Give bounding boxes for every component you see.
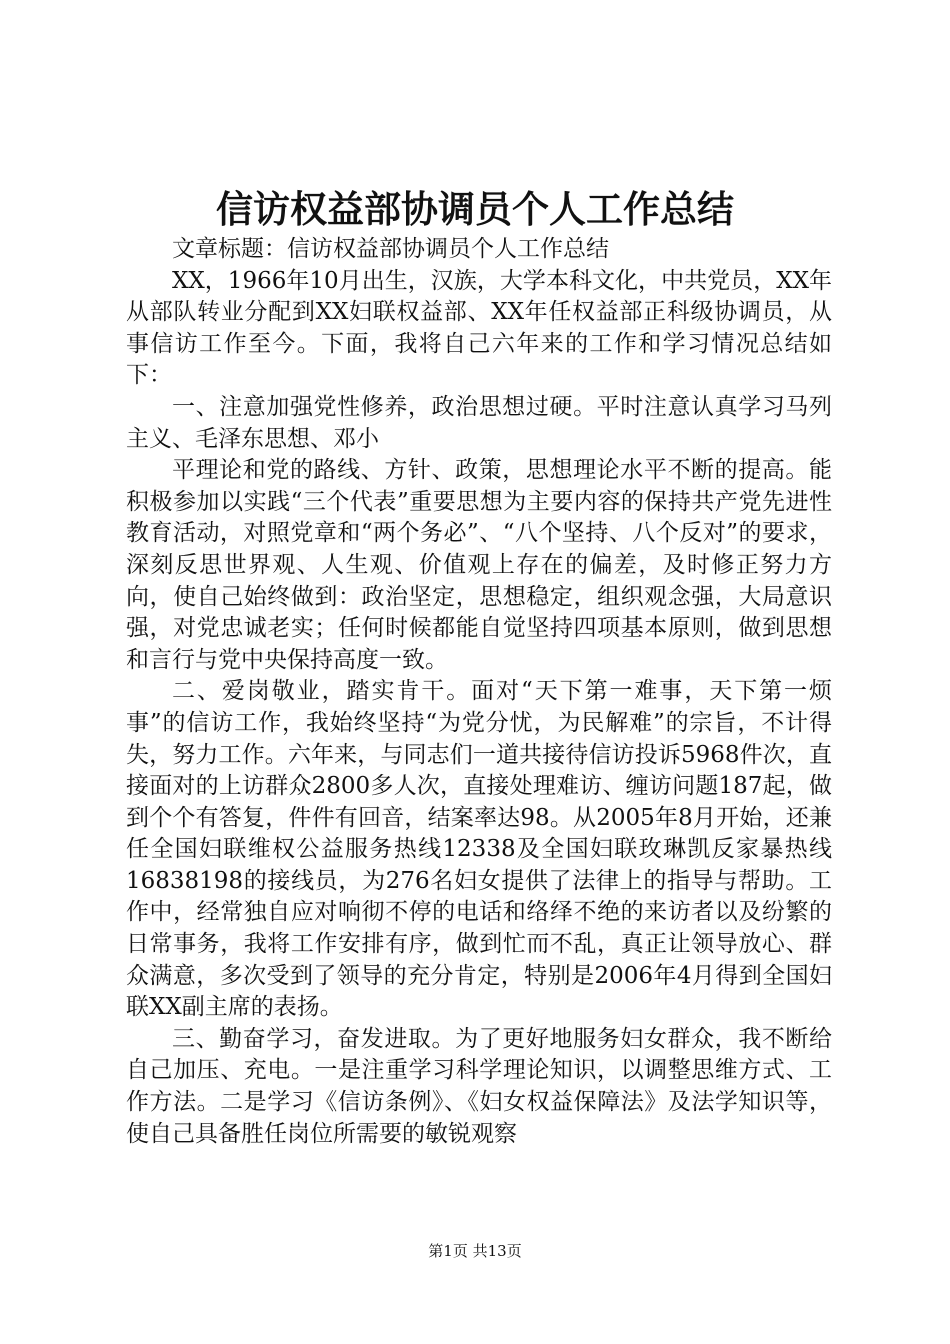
document-title: 信访权益部协调员个人工作总结 (216, 187, 734, 231)
page-footer: 第1页 共13页 (428, 1242, 522, 1260)
paragraph-intro: XX，1966年10月出生，汉族，大学本科文化，中共党员，XX年从部队转业分配到XX妇联权益部、XX年任权益部正科级协调员，从事信访工作至今。下面，我将自己六年来的工作和学习情况总结如下： (126, 267, 832, 389)
paragraph-section-three: 三、勤奋学习，奋发进取。为了更好地服务妇女群众，我不断给自己加压、充电。一是注重学习科学理论知识，以调整思维方式、工作方法。二是学习《信访条例》、《妇女权益保障法》及法学知识等，使自己具备胜任岗位所需要的敏锐观察 (126, 1025, 832, 1147)
paragraph-section-two: 二、爱岗敬业，踏实肯干。面对“天下第一难事，天下第一烦事”的信访工作，我始终坚持“为党分忧，为民解难”的宗旨，不计得失，努力工作。六年来，与同志们一道共接待信访投诉5968件次，直接面对的上访群众2800多人次，直接处理难访、缠访问题187起，做到个个有答复，件件有回音，结案率达98。从2005年8月开始，还兼任全国妇联维权公益服务热线12338及全国妇联玫琳凯反家暴热线16838198的接线员，为276名妇女提供了法律上的指导与帮助。工作中，经常独自应对响彻不停的电话和络绎不绝的来访者以及纷繁的日常事务，我将工作安排有序，做到忙而不乱，真正让领导放心、群众满意，多次受到了领导的充分肯定，特别是2006年4月得到全国妇联XX副主席的表扬。 (126, 678, 832, 1021)
paragraph-article-title: 文章标题：信访权益部协调员个人工作总结 (172, 236, 609, 262)
paragraph-section-one-continued: 平理论和党的路线、方针、政策，思想理论水平不断的提高。能积极参加以实践“三个代表”重要思想为主要内容的保持共产党先进性教育活动，对照党章和“两个务必”、“八个坚持、八个反对”的要求，深刻反思世界观、人生观、价值观上存在的偏差，及时修正努力方向，使自己始终做到：政治坚定，思想稳定，组织观念强，大局意识强，对党忠诚老实；任何时候都能自觉坚持四项基本原则，做到思想和言行与党中央保持高度一致。 (126, 457, 832, 673)
paragraph-section-one: 一、注意加强党性修养，政治思想过硬。平时注意认真学习马列主义、毛泽东思想、邓小 (126, 393, 832, 452)
document-body (126, 234, 832, 1150)
